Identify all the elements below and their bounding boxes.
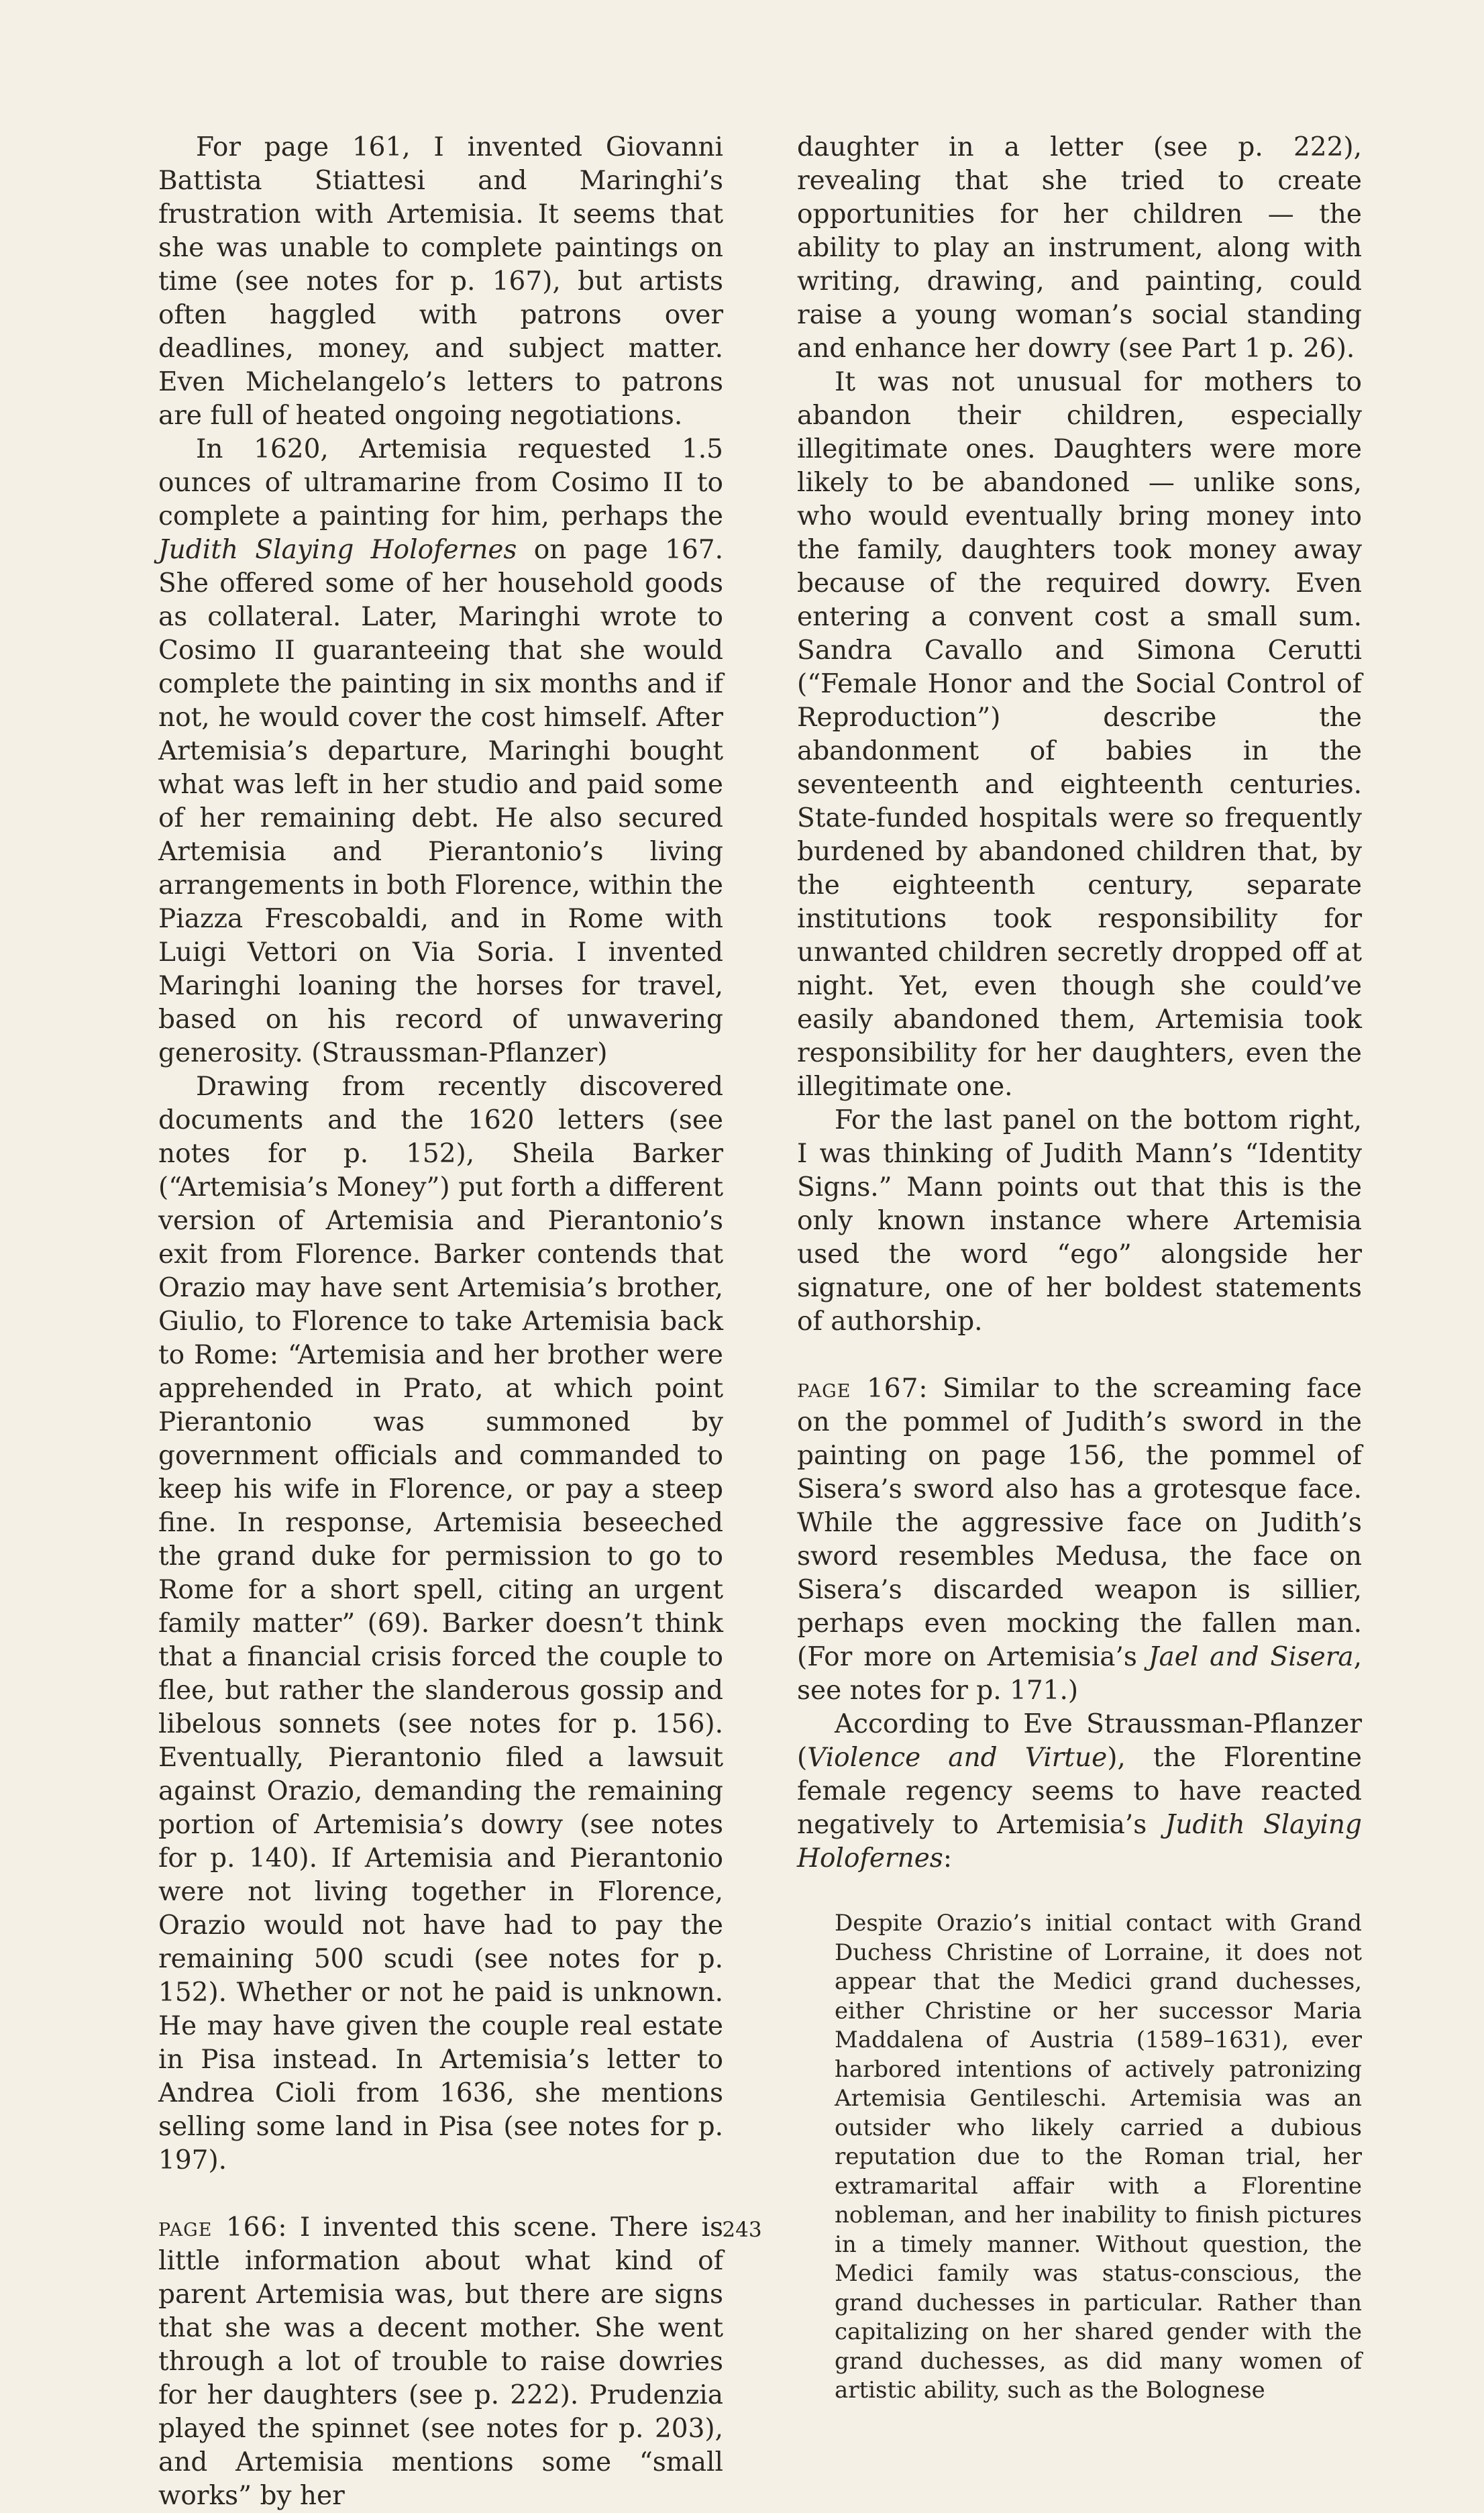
left-paragraph-1: For page 161, I invented Giovanni Battista Stiattesi and Maringhi’s frustration with Artemisia. It seems that she was unable to complete paintings on time (see notes for p. 167), but artists often haggled with patrons over deadlines, money, and subject matter. Even Michelangelo’s letters to patrons are full of heated ongoing negotiations. — [158, 132, 723, 431]
left-paragraph-2-end: on page 167. She offered some of her household goods as collateral. Later, Maringhi wrote to Cosimo II guaranteeing that she would complete the painting in six months and if not, he would cover the cost himself. After Artemisia’s departure, Maringhi bought what was left in her studio and paid some of her remaining debt. He also secured Artemisia and Pierantonio’s living arrangements in both Florence, within the Piazza Frescobaldi, and in Rome with Luigi Vettori on Via Soria. I invented Maringhi loaning the horses for travel, based on his record of unwavering generosity. (Straussman-Pflanzer) — [158, 535, 723, 1068]
book-title-violence-and-virtue: Violence and Virtue — [807, 1743, 1108, 1773]
painting-title-judith-2: Judith Slaying Holofernes — [797, 1810, 1362, 1874]
note-text-page-167-start: : Similar to the screaming face on the pommel of Judith’s sword in the painting on page 156, the pommel of Sisera’s sword also has a grotesque face. While the aggressive face on Judith’s sword resembles Medusa, the face on Sisera’s discarded weapon is sillier, perhaps even mocking the fallen man. (For more on Artemisia’s — [797, 1374, 1362, 1672]
left-paragraph-2 — [158, 433, 723, 1070]
note-text-page-166: : I invented this scene. There is little information about what kind of parent Artemisia was, but there are signs that she was a decent mother. She went through a lot of trouble to raise dowries for her daughters (see p. 222). Prudenzia played the spinnet (see notes for p. 203), and Artemisia mentions some “small works” by her — [158, 2212, 723, 2511]
block-quote-text: Despite Orazio’s initial contact with Grand Duchess Christine of Lorraine, it does not appear that the Medici grand duchesses, either Christine or her successor Maria Maddalena of Austria (1589–1631), ever harbored intentions of actively patronizing Artemisia Gentileschi. Artemisia was an outsider who likely carried a dubious reputation due to the Roman trial, her extramarital affair with a Florentine nobleman, and her inability to finish pictures in a timely manner. Without question, the Medici family was status-conscious, the grand duchesses in particular. Rather than capitalizing on her shared gender with the grand duchesses, as did many women of artistic ability, such as the Bolognese — [835, 1910, 1362, 2404]
right-paragraph-3: For the last panel on the bottom right, I was thinking of Judith Mann’s “Identity Signs.” Mann points out that this is the only known instance where Artemisia used the word “ego” alongside her signature, one of her boldest statements of authorship. — [797, 1105, 1362, 1337]
page-number: 243 — [722, 2218, 762, 2242]
painting-title-jael: Jael and Sisera — [1148, 1642, 1354, 1672]
painting-title-judith: Judith Slaying Holofernes — [158, 535, 517, 565]
right-paragraph-5-start: According to Eve Straussman-Pflanzer ( — [797, 1709, 1362, 1773]
note-text-page-167-end: , see notes for p. 171.) — [797, 1642, 1362, 1706]
right-paragraph-2: It was not unusual for mothers to abandon their children, especially illegitimate ones. Daughters were more likely to be abandoned — unlike sons, who would eventually bring money into the family, daughters took money away because of the required dowry. Even entering a convent cost a small sum. Sandra Cavallo and Simona Cerutti (“Female Honor and the Social Control of Reproduction”) describe the abandonment of babies in the seventeenth and eighteenth centuries. State-funded hospitals were so frequently burdened by abandoned children that, by the eighteenth century, separate institutions took responsibility for unwanted children secretly dropped off at night. Yet, even though she could’ve easily abandoned them, Artemisia took responsibility for her daughters, even the illegitimate one. — [797, 367, 1362, 1102]
note-label-page-167: page 167 — [797, 1374, 919, 1404]
block-quote — [835, 1909, 1362, 2406]
note-page-167 — [797, 1372, 1362, 1708]
right-paragraph-1: daughter in a letter (see p. 222), revealing that she tried to create opportunities for her children — the ability to play an instrument, along with writing, drawing, and painting, could raise a young woman’s social standing and enhance her dowry (see Part 1 p. 26). — [797, 132, 1362, 364]
right-column — [797, 131, 1362, 2406]
right-paragraph-5-middle: ), the Florentine female regency seems to have reacted negatively to Artemisia’s — [797, 1743, 1362, 1840]
note-page-166 — [158, 2211, 723, 2513]
right-paragraph-5-end: : — [943, 1843, 952, 1874]
note-label-page-166: page 166 — [158, 2212, 278, 2243]
left-paragraph-3: Drawing from recently discovered documents and the 1620 letters (see notes for p. 152), Sheila Barker (“Artemisia’s Money”) put forth a different version of Artemisia and Pierantonio’s exit from Florence. Barker contends that Orazio may have sent Artemisia’s brother, Giulio, to Florence to take Artemisia back to Rome: “Artemisia and her brother were apprehended in Prato, at which point Pierantonio was summoned by government officials and commanded to keep his wife in Florence, or pay a steep fine. In response, Artemisia beseeched the grand duke for permission to go to Rome for a short spell, citing an urgent family matter” (69). Barker doesn’t think that a financial crisis forced the couple to flee, but rather the slanderous gossip and libelous sonnets (see notes for p. 156). Eventually, Pierantonio filed a lawsuit against Orazio, demanding the remaining portion of Artemisia’s dowry (see notes for p. 140). If Artemisia and Pierantonio were not living together in Florence, Orazio would not have had to pay the remaining 500 scudi (see notes for p. 152). Whether or not he paid is unknown. He may have given the couple real estate in Pisa instead. In Artemisia’s letter to Andrea Cioli from 1636, she mentions selling some land in Pisa (see notes for p. 197). — [158, 1072, 723, 2175]
left-column — [158, 131, 723, 2513]
right-paragraph-5 — [797, 1708, 1362, 1876]
left-paragraph-2-start: In 1620, Artemisia requested 1.5 ounces of ultramarine from Cosimo II to complete a painting for him, perhaps the — [158, 434, 723, 531]
